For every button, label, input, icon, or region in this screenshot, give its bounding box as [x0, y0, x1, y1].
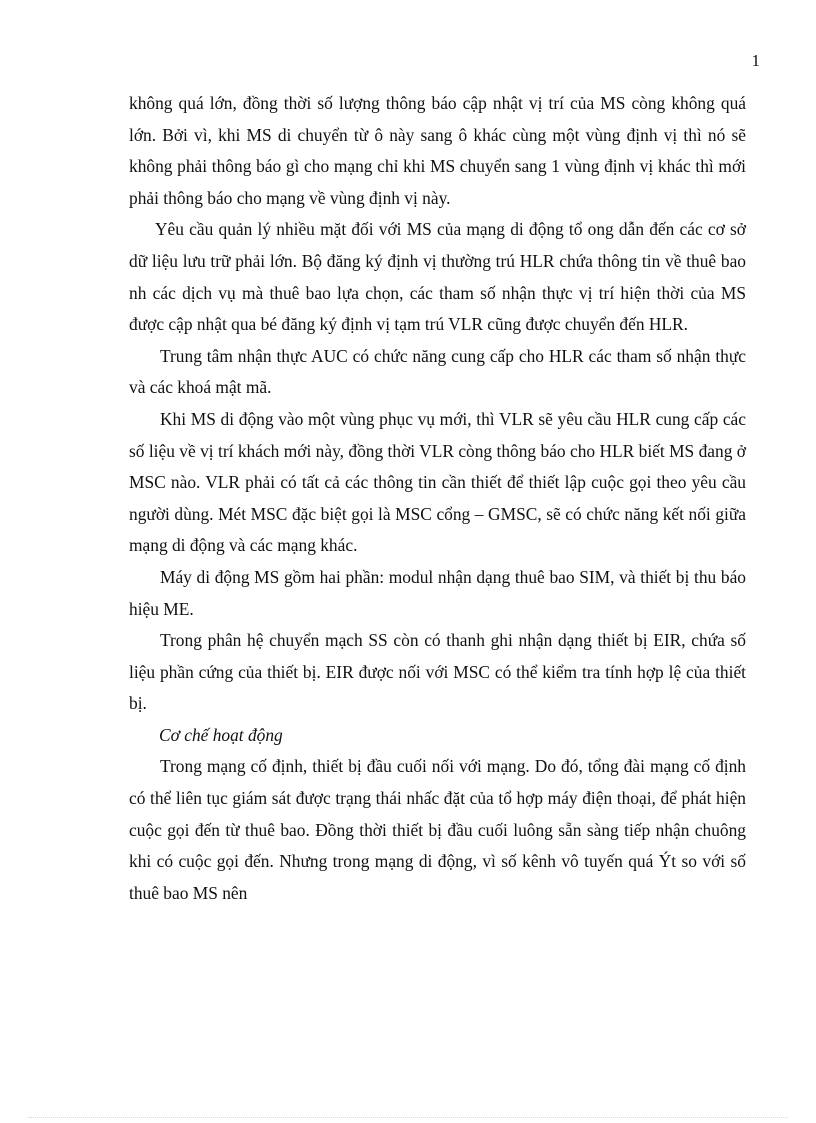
paragraph-database-requirements: Yêu cầu quản lý nhiều mặt đối với MS của mạng di động tổ ong dẫn đến các cơ sở dữ liệu lưu trữ phải lớn. Bộ đăng ký định vị thường trú HLR chứa thông tin về thuê bao nh các dịch vụ mà thuê bao lựa chọn, các tham số nhận thực vị trí hiện thời của MS được cập nhật qua bé đăng ký định vị tạm trú VLR cũng được chuyển đến HLR. — [129, 219, 746, 335]
paragraph-auc: Trung tâm nhận thực AUC có chức năng cung cấp cho HLR các tham số nhận thực và các khoá mật mã. — [129, 345, 746, 398]
paragraph-mobile-station: Máy di động MS gồm hai phần: modul nhận dạng thuê bao SIM, và thiết bị thu báo hiệu ME. — [129, 566, 746, 619]
paragraph-continuation: không quá lớn, đồng thời số lượng thông báo cập nhật vị trí của MS còng không quá lớn. Bởi vì, khi MS di chuyển từ ô này sang ô khác cùng một vùng định vị thì nó sẽ không phải thông báo gì cho mạng chỉ khi MS chuyển sang 1 vùng định vị khác thì mới phải thông báo cho mạng về vùng định vị này. — [129, 93, 746, 208]
paragraph-eir: Trong phân hệ chuyển mạch SS còn có thanh ghi nhận dạng thiết bị EIR, chứa số liệu phần cứng của thiết bị. EIR được nối với MSC có thể kiểm tra tính hợp lệ của thiết bị. — [129, 630, 746, 714]
section-heading: Cơ chế hoạt động — [159, 724, 283, 745]
document-body — [129, 88, 746, 909]
page-bottom-divider — [28, 1117, 788, 1118]
paragraph-vlr-hlr: Khi MS di động vào một vùng phục vụ mới, thì VLR sẽ yêu cầu HLR cung cấp các số liệu về vị trí khách mới này, đồng thời VLR còng thông báo cho HLR biết MS đang ở MSC nào. VLR phải có tất cả các thông tin cần thiết để thiết lập cuộc gọi theo yêu cầu người dùng. Mét MSC đặc biệt gọi là MSC cổng – GMSC, sẽ có chức năng kết nối giữa mạng di động và các mạng khác. — [129, 408, 746, 556]
paragraph-operation: Trong mạng cố định, thiết bị đầu cuối nối với mạng. Do đó, tổng đài mạng cố định có thể liên tục giám sát được trạng thái nhấc đặt của tổ hợp máy điện thoại, để phát hiện cuộc gọi đến từ thuê bao. Đồng thời thiết bị đầu cuối luông sẵn sàng tiếp nhận chuông khi có cuộc gọi đến. Nhưng trong mạng di động, vì số kênh vô tuyến quá Ýt so với số thuê bao MS nên — [129, 756, 746, 903]
page-number: 1 — [751, 51, 760, 70]
